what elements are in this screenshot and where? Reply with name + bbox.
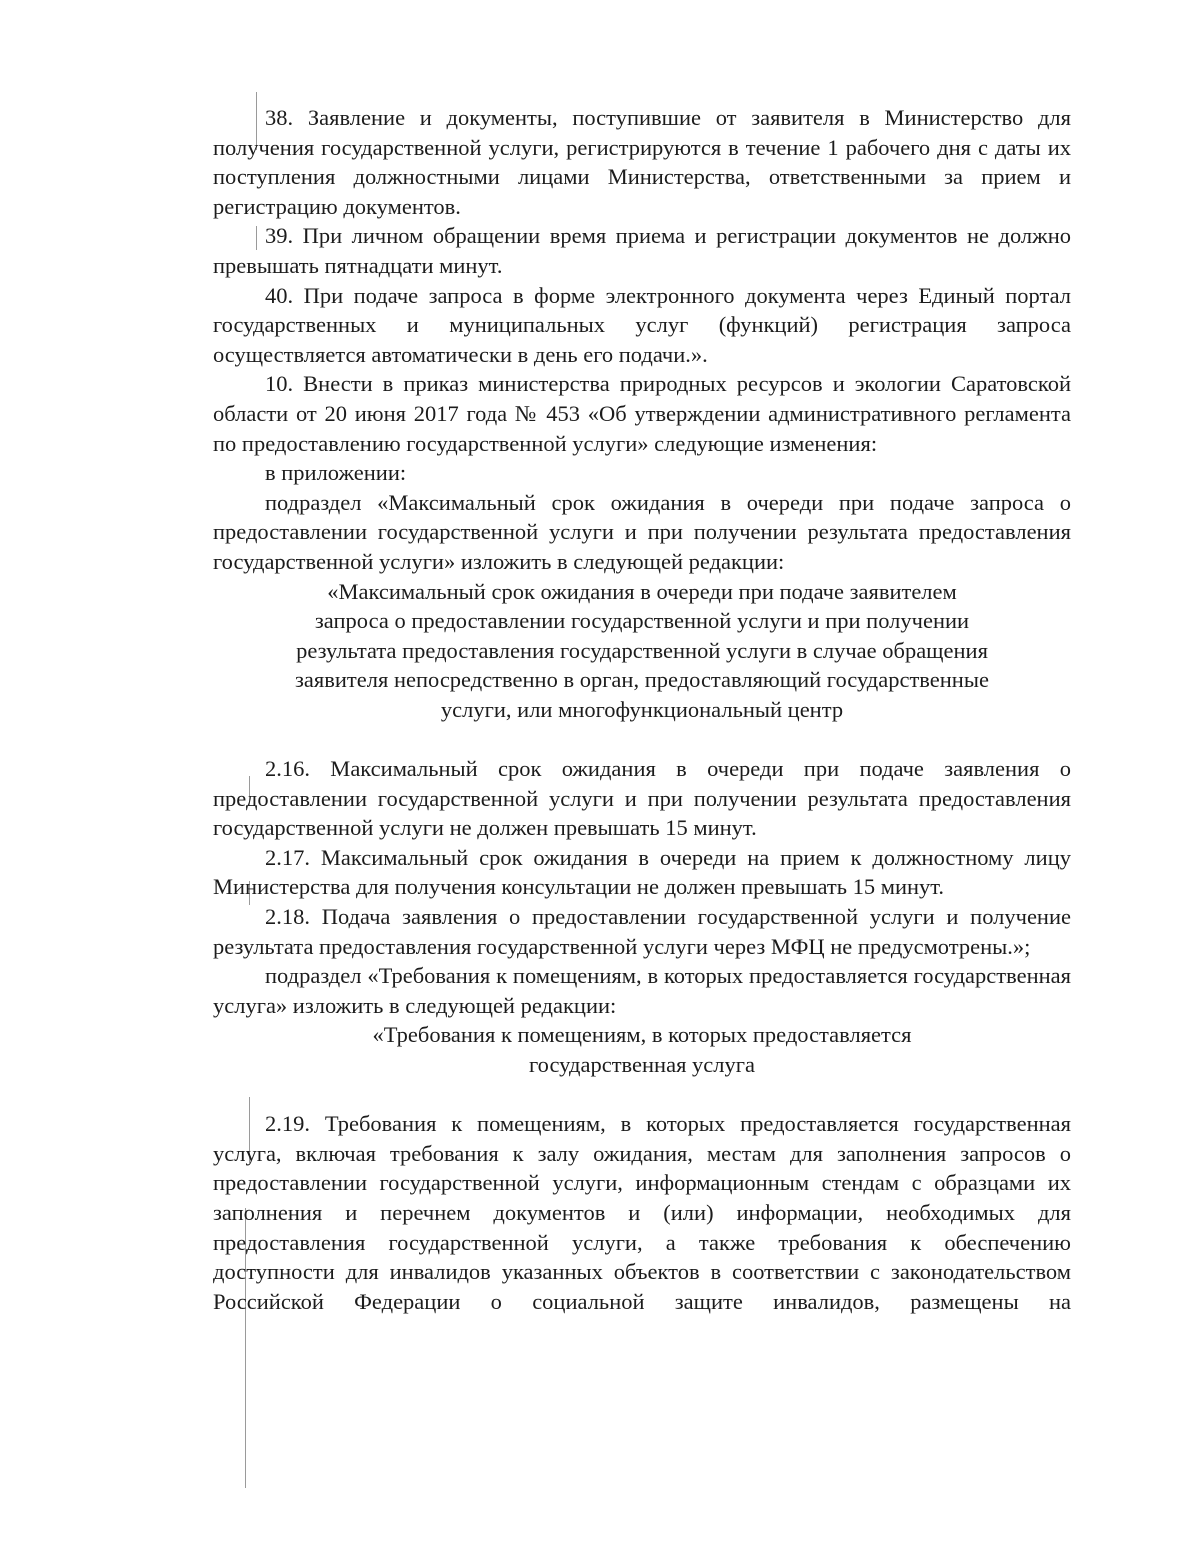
heading-line: государственная услуга (529, 1052, 755, 1077)
paragraph-subsection-queue: подраздел «Максимальный срок ожидания в очереди при подаче запроса о предоставлении государственной услуги и при получении результата предоставления государственной услуги» изложить в следующей редакции: (213, 489, 1071, 574)
heading-line: «Максимальный срок ожидания в очереди при подаче заявителем (327, 578, 957, 604)
blank-line (213, 1080, 1071, 1110)
heading-line: заявителя непосредственно в орган, предоставляющий государственные (295, 667, 989, 693)
heading-line: «Требования к помещениям, в которых предоставляется (372, 1022, 912, 1048)
blank-line (213, 724, 1071, 754)
heading-queue-time (213, 577, 1071, 725)
paragraph-2-19: 2.19. Требования к помещениям, в которых предоставляется государственная услуга, включая требования к залу ожидания, местам для заполнения запросов о предоставлении государственной услуги, информационным стендам с образцами их заполнения и перечнем документов и (или) информации, необходимых для предоставления государственной услуги, а также требования к обеспечению доступности для инвалидов указанных объектов в соответствии с законодательством Российской Федерации о социальной защите инвалидов, размещены на (213, 1111, 1071, 1314)
heading-line: услуги, или многофункциональный центр (440, 696, 844, 722)
paragraph-subsection-premises: подраздел «Требования к помещениям, в которых предоставляется государственная услуга» изложить в следующей редакции: (213, 963, 1071, 1018)
paragraph-2-16: 2.16. Максимальный срок ожидания в очереди при подаче заявления о предоставлении государственной услуги и при получении результата предоставления государственной услуги не должен превышать 15 минут. (213, 756, 1071, 841)
paragraph-2-18: 2.18. Подача заявления о предоставлении государственной услуги и получение результата предоставления государственной услуги через МФЦ не предусмотрены.»; (213, 904, 1071, 959)
paragraph-38: 38. Заявление и документы, поступившие от заявителя в Министерство для получения государственной услуги, регистрируются в течение 1 рабочего дня с даты их поступления должностными лицами Министерства, ответственными за прием и регистрацию документов. (213, 105, 1071, 219)
paragraph-10: 10. Внести в приказ министерства природных ресурсов и экологии Саратовской области от 20 июня 2017 года № 453 «Об утверждении административного регламента по предоставлению государственной услуги» следующие изменения: (213, 371, 1071, 456)
heading-line: результата предоставления государственной услуги в случае обращения (296, 637, 988, 663)
heading-line: запроса о предоставлении государственной услуги и при получении (314, 608, 970, 634)
paragraph-in-appendix: в приложении: (265, 460, 407, 486)
document-body (213, 103, 1071, 1316)
paragraph-2-17: 2.17. Максимальный срок ожидания в очереди на прием к должностному лицу Министерства для получения консультации не должен превышать 15 минут. (213, 844, 1071, 900)
paragraph-40: 40. При подаче запроса в форме электронного документа через Единый портал государственных и муниципальных услуг (функций) регистрация запроса осуществляется автоматически в день его подачи.». (213, 282, 1071, 367)
paragraph-39: 39. При личном обращении время приема и регистрации документов не должно превышать пятнадцати минут. (213, 223, 1071, 278)
heading-premises (213, 1020, 1071, 1079)
